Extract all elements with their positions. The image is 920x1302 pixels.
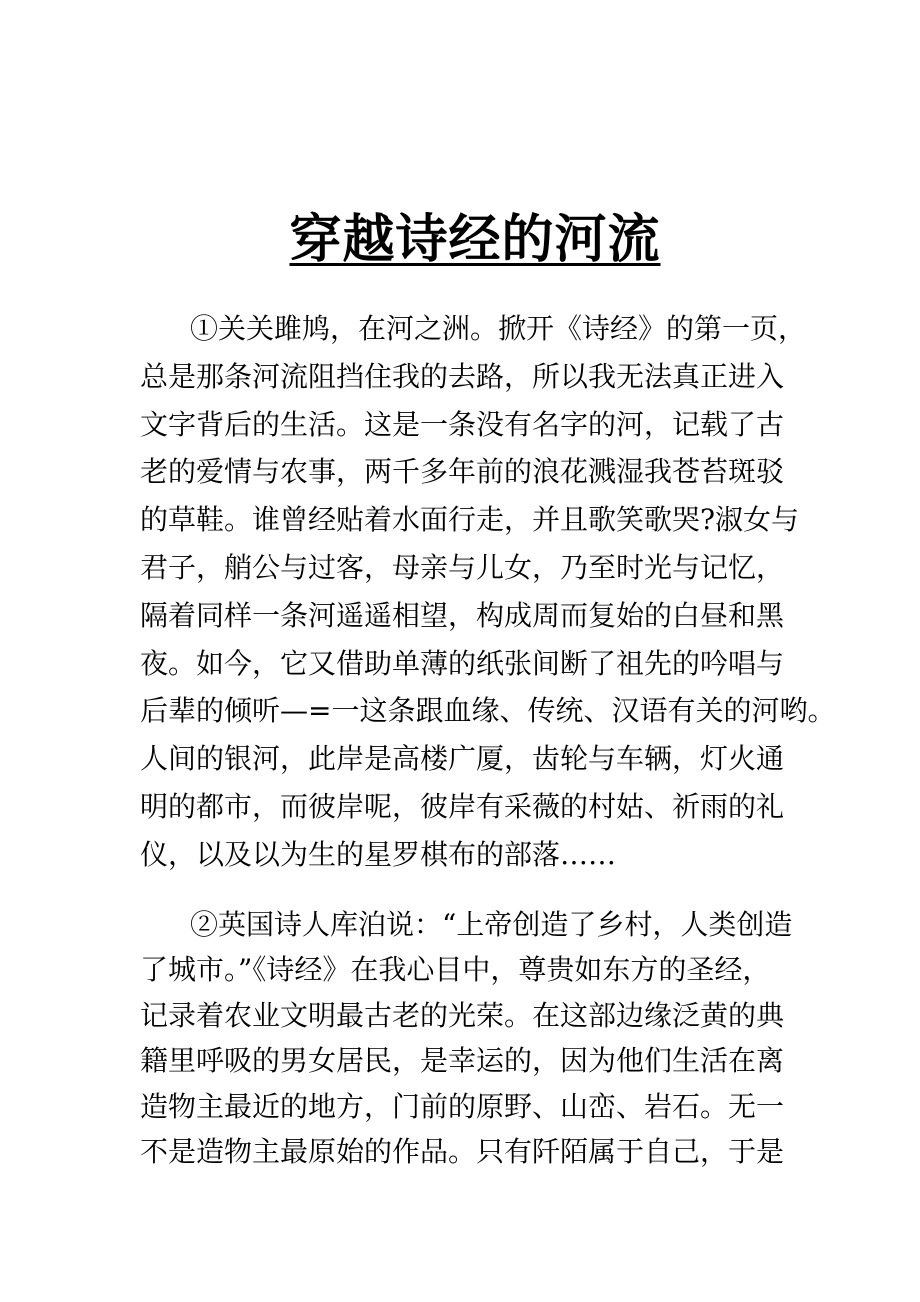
paragraph-line: 总是那条河流阻挡住我的去路，所以我无法真正进入 bbox=[140, 359, 785, 393]
title-text: 穿越诗经的河流 bbox=[289, 209, 661, 270]
paragraph-line: 文字背后的生活。这是一条没有名字的河，记载了古 bbox=[140, 407, 785, 441]
paragraph-line: 夜。如今，它又借助单薄的纸张间断了祖先的吟唱与 bbox=[140, 646, 785, 680]
document-title bbox=[0, 205, 920, 275]
paragraph-line: 了城市。”《诗经》在我心目中，尊贵如东方的圣经， bbox=[140, 953, 771, 987]
paragraph-line: 人间的银河，此岸是高楼广厦，齿轮与车辆，灯火通 bbox=[140, 742, 785, 776]
paragraph-line: 籍里呼吸的男女居民，是幸运的，因为他们生活在离 bbox=[140, 1044, 785, 1078]
paragraph-line: 的草鞋。谁曾经贴着水面行走，并且歌笑歌哭?淑女与 bbox=[140, 503, 800, 537]
paragraph-line: 隔着同样一条河遥遥相望，构成周而复始的白昼和黑 bbox=[140, 598, 785, 632]
paragraph-line: 后辈的倾听—=一这条跟血缘、传统、汉语有关的河哟。 bbox=[140, 694, 836, 728]
paragraph-line: 造物主最近的地方，门前的原野、山峦、岩石。无一 bbox=[140, 1089, 785, 1123]
paragraph-line: 明的都市，而彼岸呢，彼岸有采薇的村姑、祈雨的礼 bbox=[140, 789, 785, 823]
paragraph-line: ①关关雎鸠，在河之洲。掀开《诗经》的第一页， bbox=[190, 312, 807, 345]
paragraph-line: 不是造物主最原始的作品。只有阡陌属于自己，于是 bbox=[140, 1134, 785, 1168]
paragraph-line: 记录着农业文明最古老的光荣。在这部边缘泛黄的典 bbox=[140, 998, 785, 1032]
paragraph-line: 君子，艄公与过客，母亲与儿女，乃至时光与记忆， bbox=[140, 550, 785, 584]
paragraph-2 bbox=[140, 902, 793, 1174]
paragraph-1 bbox=[140, 305, 836, 879]
paragraph-line: 仪，以及以为生的星罗棋布的部落…… bbox=[140, 837, 617, 871]
paragraph-line: 老的爱情与农事，两千多年前的浪花溅湿我苍苔斑驳 bbox=[140, 455, 785, 489]
paragraph-line: ②英国诗人库泊说：“上帝创造了乡村，人类创造 bbox=[190, 908, 793, 941]
